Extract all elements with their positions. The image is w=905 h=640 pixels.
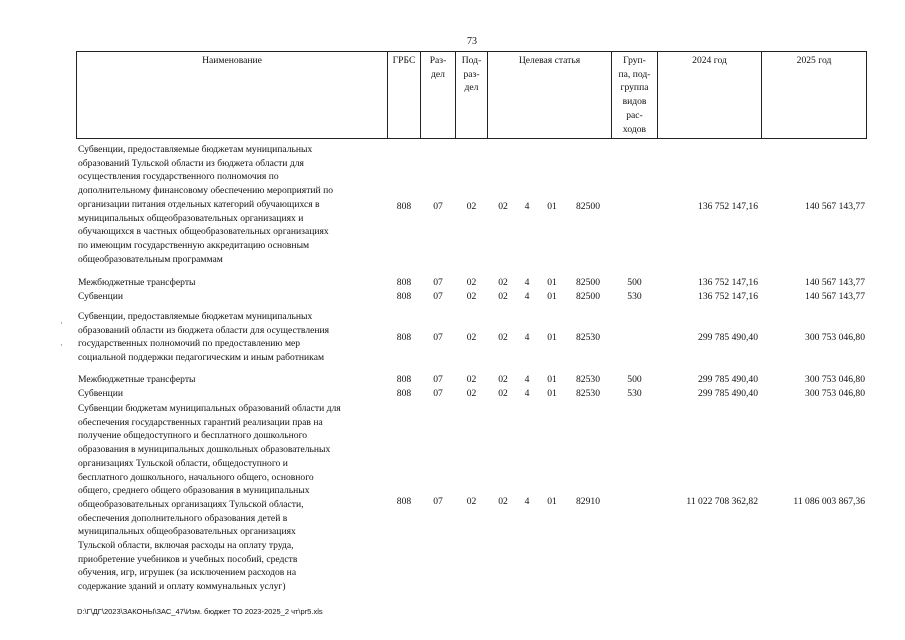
cell-y2025: 300 753 046,80 [805,388,865,399]
row-name-line: дополнительному финансовому обеспечению мероприятий по [78,185,334,197]
row-name-line: муниципальных общеобразовательных организациях и [78,212,304,224]
cell-cs3: 01 [547,291,557,302]
header-2024: 2024 год [692,55,727,66]
row-name [78,290,390,304]
cell-rz: 07 [433,201,443,212]
row-name [78,310,390,365]
row-name-line: обучения, игр, игрушек (за исключением расходов на [78,567,297,579]
row-name-line: обеспечения дополнительного образования детей в [78,512,288,524]
cell-pr: 02 [466,374,477,385]
cell-grbs: 808 [396,332,412,343]
row-name-line: бесплатного дошкольного, начального общего, основного [78,471,314,483]
cell-pr: 02 [466,388,477,399]
header-group: Груп- па, под- группа видов рас- ходов [618,55,651,135]
cell-cs4: 82530 [576,388,600,399]
cell-y2024: 299 785 490,40 [698,374,758,385]
cell-rz: 07 [433,496,443,507]
row-name-line: организации питания отдельных категорий обучающихся в [78,198,320,210]
row-name [78,276,390,290]
cell-pr: 02 [466,201,477,212]
cell-vr: 500 [627,374,642,385]
row-name-line: образований Тульской области из бюджета области для [78,157,304,169]
row-name-line: Субвенции, предоставляемые бюджетам муниципальных [78,144,313,155]
row-name-line: Межбюджетные трансферты [78,374,196,385]
row-name-line: организациях Тульской области, общедоступного и [78,457,288,469]
cell-y2025: 11 086 003 867,36 [793,496,865,507]
header-target: Целевая статья [518,55,581,66]
cell-rz: 07 [433,291,443,302]
margin-mark: · [60,318,63,328]
row-name-line: осуществления государственного полномочия по [78,171,279,183]
row-name-line: Субвенции, предоставляемые бюджетам муниципальных [78,311,313,322]
cell-grbs: 808 [396,496,412,507]
header-name: Наименование [202,55,262,66]
cell-grbs: 808 [396,291,412,302]
row-name-line: общего, среднего общего образования в муниципальных [78,485,310,497]
cell-grbs: 808 [396,277,412,288]
cell-y2025: 140 567 143,77 [805,277,865,288]
row-name-line: муниципальных общеобразовательных организациях [78,526,296,538]
row-name [78,143,390,266]
row-name-line: обучающихся в частных общеобразовательных организациях [78,226,329,238]
cell-pr: 02 [466,277,477,288]
header-2025: 2025 год [796,55,832,66]
row-name-line: Субвенции [78,388,123,399]
row-name-line: обеспечения государственных гарантий реализации прав на [78,416,323,428]
cell-y2025: 140 567 143,77 [805,291,865,302]
row-name-line: общеобразовательным программам [78,253,223,265]
row-name-line: по имеющим государственную аккредитацию основным [78,239,310,251]
cell-y2024: 136 752 147,16 [698,277,758,288]
row-name-line: Субвенции [78,291,123,302]
cell-cs2: 4 [524,388,530,399]
cell-cs1: 02 [498,388,508,399]
cell-cs4: 82530 [576,374,600,385]
cell-cs2: 4 [524,277,530,288]
cell-pr: 02 [466,496,477,507]
margin-mark: · [60,340,63,350]
row-name-line: Межбюджетные трансферты [78,277,196,288]
header-razdel: Раз- дел [429,55,447,80]
cell-cs1: 02 [498,374,508,385]
cell-cs4: 82500 [576,291,600,302]
header-podrazdel: Под- раз- дел [461,55,482,94]
cell-y2025: 300 753 046,80 [805,374,865,385]
cell-rz: 07 [433,332,443,343]
cell-y2025: 300 753 046,80 [805,332,865,343]
cell-cs4: 82910 [576,496,600,507]
cell-cs2: 4 [524,291,530,302]
cell-y2024: 136 752 147,16 [698,291,758,302]
cell-cs4: 82500 [576,277,600,288]
file-path-footer: D:\Г\ДГ\2023\ЗАКОНЫ\ЗАС_47\Изм. бюджет ТО 2023-2025_2 чт\pr5.xls [77,607,323,616]
cell-vr: 530 [627,388,642,399]
cell-rz: 07 [433,277,443,288]
cell-y2024: 11 022 708 362,82 [686,496,758,507]
row-name-line: Тульской области, включая расходы на оплату труда, [78,540,294,552]
cell-grbs: 808 [396,374,412,385]
cell-cs2: 4 [524,496,530,507]
cell-cs3: 01 [547,277,557,288]
cell-cs1: 02 [498,201,508,212]
row-name-line: государственных полномочий по предоставлению мер [78,338,301,350]
cell-cs3: 01 [547,201,557,212]
row-name-line: Субвенции бюджетам муниципальных образований области для [78,403,341,414]
row-name-line: образования в муниципальных дошкольных образовательных [78,444,331,456]
header-grbs: ГРБС [392,55,416,66]
row-name [78,387,390,401]
cell-cs3: 01 [547,332,557,343]
row-name [78,373,390,387]
row-name-line: образований области из бюджета области для осуществления [78,324,330,336]
cell-y2024: 299 785 490,40 [698,388,758,399]
cell-cs1: 02 [498,277,508,288]
row-name-line: общеобразовательных организациях Тульской области, [78,498,304,510]
cell-y2024: 299 785 490,40 [698,332,758,343]
cell-cs2: 4 [524,201,530,212]
row-name-line: получение общедоступного и бесплатного дошкольного [78,430,308,442]
cell-y2024: 136 752 147,16 [698,201,758,212]
cell-vr: 530 [627,291,642,302]
row-name-line: приобретение учебников и учебных пособий, средств [78,553,298,565]
cell-rz: 07 [433,374,443,385]
cell-cs2: 4 [524,332,530,343]
cell-cs3: 01 [547,374,557,385]
cell-y2025: 140 567 143,77 [805,201,865,212]
cell-grbs: 808 [396,201,412,212]
cell-cs3: 01 [547,388,557,399]
cell-cs1: 02 [498,291,508,302]
cell-rz: 07 [433,388,443,399]
row-name-line: социальной поддержки педагогическим и иным работникам [78,352,325,364]
cell-pr: 02 [466,291,477,302]
cell-grbs: 808 [396,388,412,399]
cell-vr: 500 [627,277,642,288]
cell-cs1: 02 [498,332,508,343]
cell-cs3: 01 [547,496,557,507]
page-number: 73 [467,36,477,47]
cell-pr: 02 [466,332,477,343]
cell-cs4: 82530 [576,332,600,343]
row-name [78,402,390,594]
cell-cs2: 4 [524,374,530,385]
cell-cs4: 82500 [576,201,600,212]
cell-cs1: 02 [498,496,508,507]
row-name-line: содержание зданий и оплату коммунальных услуг) [78,581,286,593]
